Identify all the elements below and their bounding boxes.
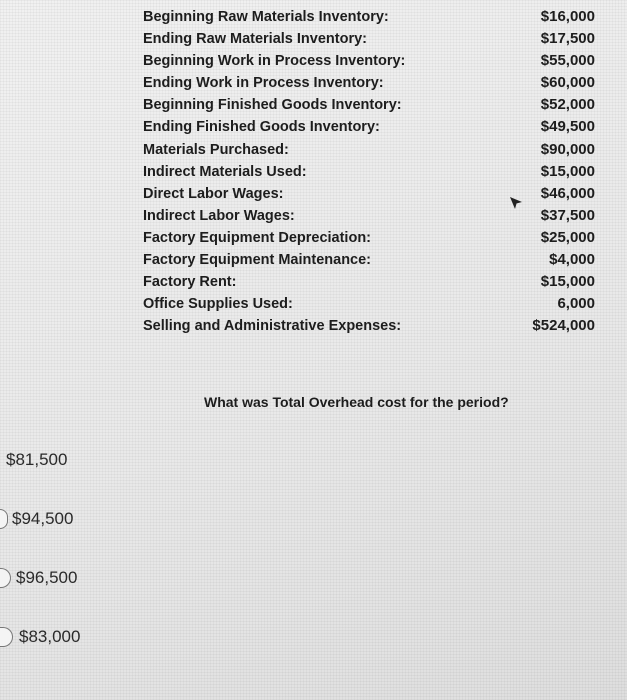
table-row xyxy=(143,315,595,337)
table-row xyxy=(143,50,595,72)
row-label: Beginning Raw Materials Inventory: xyxy=(143,9,389,25)
radio-button[interactable] xyxy=(0,627,13,647)
answer-option[interactable] xyxy=(0,620,80,654)
row-label: Office Supplies Used: xyxy=(143,296,293,313)
table-row xyxy=(143,161,595,183)
answer-option-label: $94,500 xyxy=(12,509,74,528)
row-label: Factory Equipment Maintenance: xyxy=(143,252,372,269)
row-label: Indirect Labor Wages: xyxy=(143,207,295,224)
mouse-pointer-icon xyxy=(509,196,523,210)
row-value: $15,000 xyxy=(540,162,595,180)
answer-option[interactable] xyxy=(0,502,73,536)
row-value: $60,000 xyxy=(540,74,595,92)
row-value: $52,000 xyxy=(540,96,595,114)
row-label: Ending Finished Goods Inventory: xyxy=(143,119,380,136)
row-value: $25,000 xyxy=(540,228,595,246)
row-value: $16,000 xyxy=(540,8,595,25)
table-row xyxy=(143,6,595,28)
table-row xyxy=(143,28,595,50)
table-row xyxy=(143,249,595,271)
row-label: Direct Labor Wages: xyxy=(143,185,284,202)
row-label: Factory Rent: xyxy=(143,274,237,291)
table-row xyxy=(143,139,595,161)
radio-button[interactable] xyxy=(0,568,11,588)
table-row xyxy=(143,293,595,315)
answer-option-label: $83,000 xyxy=(19,627,81,646)
table-row xyxy=(143,227,595,249)
row-value: $15,000 xyxy=(540,273,595,291)
row-value: 6,000 xyxy=(557,295,595,313)
row-label: Ending Raw Materials Inventory: xyxy=(143,31,367,48)
table-row xyxy=(143,94,595,116)
row-label: Ending Work in Process Inventory: xyxy=(143,75,384,92)
row-label: Materials Purchased: xyxy=(143,141,289,158)
row-label: Factory Equipment Depreciation: xyxy=(143,229,372,246)
cost-data-table xyxy=(143,6,595,337)
question-text: What was Total Overhead cost for the period? xyxy=(204,394,509,410)
row-value: $524,000 xyxy=(532,317,595,335)
row-value: $90,000 xyxy=(540,140,595,158)
row-value: $46,000 xyxy=(540,184,595,202)
table-row xyxy=(143,116,595,138)
row-value: $4,000 xyxy=(549,251,595,269)
row-label: Beginning Finished Goods Inventory: xyxy=(143,97,402,114)
answer-option[interactable] xyxy=(0,561,77,595)
row-label: Beginning Work in Process Inventory: xyxy=(143,53,406,70)
row-value: $55,000 xyxy=(540,52,595,70)
answer-option-label: $96,500 xyxy=(16,568,78,587)
table-row xyxy=(143,72,595,94)
row-label: Indirect Materials Used: xyxy=(143,163,307,180)
table-row xyxy=(143,205,595,227)
radio-button[interactable] xyxy=(0,509,8,529)
table-row xyxy=(143,183,595,205)
row-value: $17,500 xyxy=(540,30,595,48)
row-value: $49,500 xyxy=(540,118,595,136)
row-label: Selling and Administrative Expenses: xyxy=(143,318,402,335)
answer-option[interactable] xyxy=(0,443,67,477)
row-value: $37,500 xyxy=(540,206,595,224)
table-row xyxy=(143,271,595,293)
answer-option-label: $81,500 xyxy=(6,450,68,469)
